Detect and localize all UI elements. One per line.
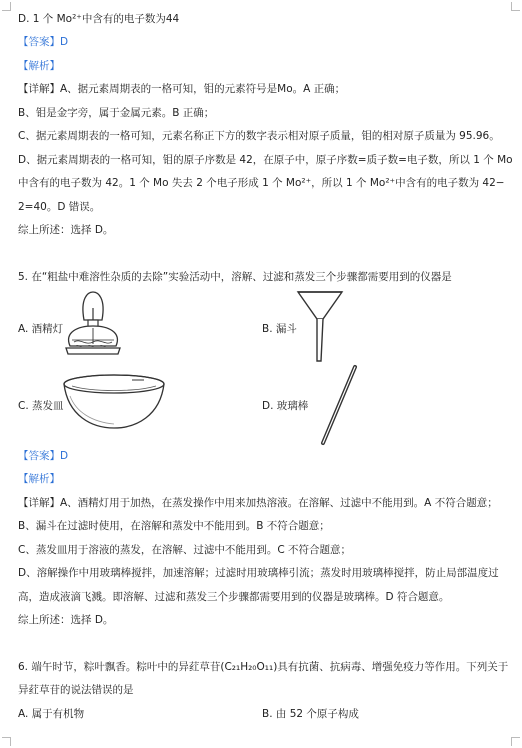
question-6-stem: 6. 端午时节，粽叶飘香。粽叶中的异荭草苷(C₂₁H₂₀O₁₁)具有抗菌、抗病毒、增强免疫力等作用。下列关于 bbox=[18, 661, 509, 673]
explanation-line: D、溶解操作中用玻璃棒搅拌，加速溶解；过滤时用玻璃棒引流；蒸发时用玻璃棒搅拌，防止局部温度过 bbox=[18, 567, 499, 579]
funnel-icon bbox=[295, 289, 345, 364]
conclusion-line: 综上所述：选择 D。 bbox=[18, 224, 114, 236]
option-a[interactable]: A. 酒精灯 bbox=[18, 323, 64, 335]
explanation-line: B、漏斗在过滤时使用，在溶解和蒸发中不能用到。B 不符合题意； bbox=[18, 520, 330, 532]
explanation-line: 【详解】A、据元素周期表的一格可知，钼的元素符号是Mo。A 正确； bbox=[18, 83, 346, 95]
analysis-label: 【解析】 bbox=[18, 60, 60, 72]
explanation-line: 2=40。D 错误。 bbox=[18, 201, 101, 213]
question-5-stem: 5. 在“粗盐中难溶性杂质的去除”实验活动中，溶解、过滤和蒸发三个步骤都需要用到的仪器是 bbox=[18, 271, 452, 283]
answer-label: 【答案】D bbox=[18, 36, 69, 48]
answer-label: 【答案】D bbox=[18, 450, 69, 462]
option-d-line: D. 1 个 Mo²⁺中含有的电子数为44 bbox=[18, 13, 180, 25]
explanation-line: B、钼是金字旁，属于金属元素。B 正确； bbox=[18, 107, 215, 119]
explanation-line: 【详解】A、酒精灯用于加热，在蒸发操作中用来加热溶液。在溶解、过滤中不能用到。A 不符合题意； bbox=[18, 497, 498, 509]
corner-mark-top-right bbox=[511, 2, 520, 11]
question-6-stem-cont: 异荭草苷的说法错误的是 bbox=[18, 684, 134, 696]
evaporating-dish-icon bbox=[62, 372, 166, 432]
analysis-label: 【解析】 bbox=[18, 473, 60, 485]
explanation-line: D、据元素周期表的一格可知，钼的原子序数是 42，在原子中，原子序数=质子数=电子数，所以 1 个 Mo bbox=[18, 154, 513, 166]
explanation-line: C、据元素周期表的一格可知，元素名称正下方的数字表示相对原子质量，钼的相对原子质量为 95.96。 bbox=[18, 130, 500, 142]
corner-mark-top-left bbox=[2, 2, 11, 11]
option-c[interactable]: C. 蒸发皿 bbox=[18, 400, 64, 412]
conclusion-line: 综上所述：选择 D。 bbox=[18, 614, 114, 626]
corner-mark-bottom-left bbox=[2, 737, 11, 746]
option-d[interactable]: D. 玻璃棒 bbox=[262, 400, 309, 412]
alcohol-lamp-icon bbox=[58, 288, 128, 360]
corner-mark-bottom-right bbox=[511, 737, 520, 746]
option-b[interactable]: B. 由 52 个原子构成 bbox=[262, 708, 359, 720]
glass-rod-icon bbox=[318, 364, 360, 446]
option-a[interactable]: A. 属于有机物 bbox=[18, 708, 85, 720]
option-b[interactable]: B. 漏斗 bbox=[262, 323, 297, 335]
explanation-line: C、蒸发皿用于溶液的蒸发，在溶解、过滤中不能用到。C 不符合题意； bbox=[18, 544, 351, 556]
explanation-line: 高，造成液滴飞溅。即溶解、过滤和蒸发三个步骤都需要用到的仪器是玻璃棒。D 符合题意。 bbox=[18, 591, 450, 603]
explanation-line: 中含有的电子数为 42。1 个 Mo 失去 2 个电子形成 1 个 Mo²⁺，所以 1 个 Mo²⁺中含有的电子数为 42− bbox=[18, 177, 505, 189]
